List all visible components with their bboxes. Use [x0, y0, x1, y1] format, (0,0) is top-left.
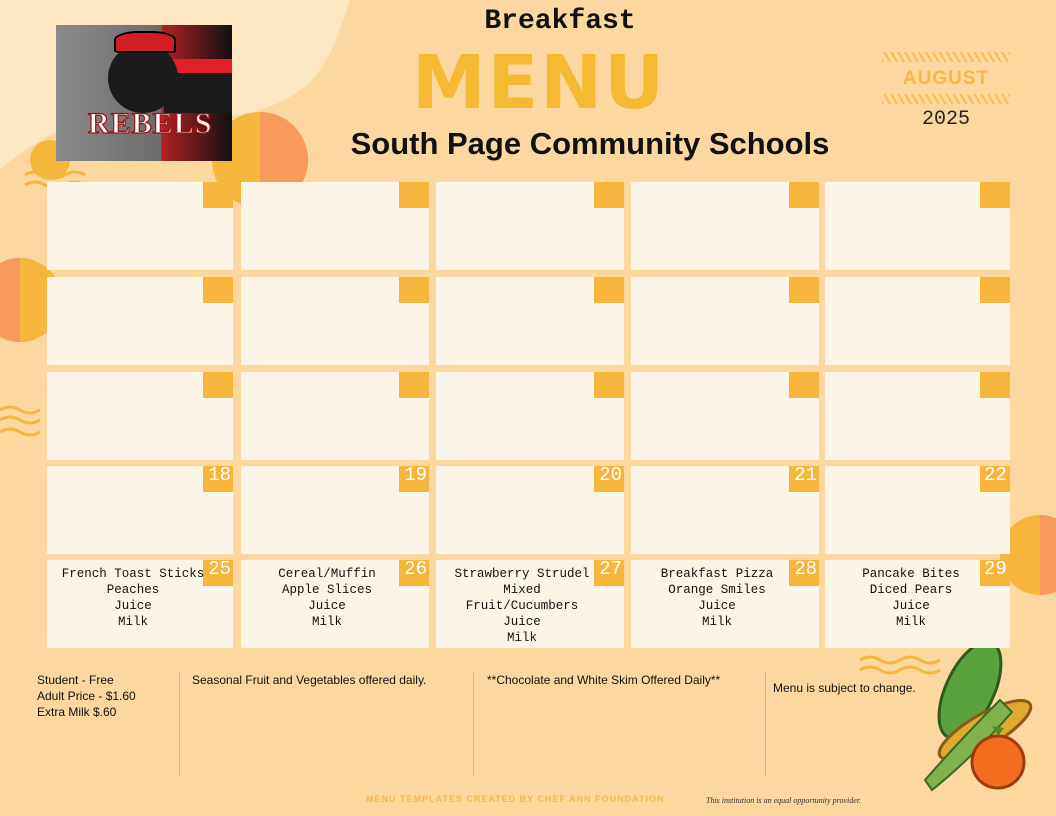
- day-tab: [203, 182, 233, 208]
- price-line: Student - Free: [37, 673, 114, 687]
- milk-note: **Chocolate and White Skim Offered Daily**: [487, 673, 721, 687]
- day-tab: [203, 372, 233, 398]
- calendar-day-cell: [631, 372, 819, 460]
- meal-item: Peaches: [106, 583, 160, 597]
- day-tab: [980, 277, 1010, 303]
- meal-items: [631, 566, 803, 630]
- equal-opportunity-statement: This institution is an equal opportunity provider.: [706, 796, 862, 805]
- meal-item: Milk: [895, 615, 926, 629]
- menu-meal-title: Breakfast: [484, 6, 636, 37]
- day-number: 26: [404, 558, 427, 580]
- calendar-day-cell: [825, 560, 1010, 648]
- footer-divider: [765, 672, 766, 776]
- meal-items: [241, 566, 413, 630]
- change-note: Menu is subject to change.: [773, 681, 916, 695]
- calendar-day-cell: [631, 182, 819, 270]
- mascot-icon: [108, 43, 178, 113]
- day-tab: [203, 277, 233, 303]
- meal-item: Juice: [892, 599, 930, 613]
- calendar-day-cell: [436, 466, 624, 554]
- meal-item: Mixed: [503, 583, 541, 597]
- calendar-day-cell: [47, 372, 233, 460]
- calendar-day-cell: [436, 182, 624, 270]
- meal-item: Milk: [311, 615, 342, 629]
- day-number: 21: [794, 464, 817, 486]
- meal-item: Orange Smiles: [668, 583, 766, 597]
- meal-item: Milk: [701, 615, 732, 629]
- day-tab: [789, 277, 819, 303]
- footer-divider: [473, 672, 474, 776]
- calendar-day-cell: [241, 182, 429, 270]
- footer-divider: [179, 672, 180, 776]
- meal-item: Breakfast Pizza: [660, 567, 774, 581]
- meal-items: [825, 566, 997, 630]
- seasonal-note: Seasonal Fruit and Vegetables offered daily.: [192, 673, 427, 687]
- meal-items: [47, 566, 219, 630]
- day-tab: [980, 182, 1010, 208]
- day-tab: [789, 372, 819, 398]
- meal-item: Cereal/Muffin: [278, 567, 376, 581]
- calendar-day-cell: [47, 560, 233, 648]
- day-number: 20: [599, 464, 622, 486]
- day-tab: [399, 182, 429, 208]
- calendar-day-cell: [436, 372, 624, 460]
- day-tab: [980, 372, 1010, 398]
- school-name: South Page Community Schools: [350, 126, 830, 161]
- meal-items: [436, 566, 608, 646]
- day-tab: [594, 182, 624, 208]
- day-number: 22: [984, 464, 1007, 486]
- meal-item: Juice: [308, 599, 346, 613]
- calendar-day-cell: [825, 372, 1010, 460]
- calendar-day-cell: [241, 466, 429, 554]
- logo-text: REBELS: [88, 107, 213, 140]
- calendar-day-cell: [47, 182, 233, 270]
- day-tab: [594, 372, 624, 398]
- meal-item: Pancake Bites: [862, 567, 960, 581]
- day-number: 18: [208, 464, 231, 486]
- calendar-day-cell: [241, 277, 429, 365]
- calendar-day-cell: [47, 277, 233, 365]
- meal-item: Fruit/Cucumbers: [465, 599, 579, 613]
- meal-item: Milk: [506, 631, 537, 645]
- year-label: 2025: [921, 108, 970, 131]
- meal-item: Milk: [117, 615, 148, 629]
- meal-item: Juice: [698, 599, 736, 613]
- calendar-day-cell: [825, 466, 1010, 554]
- calendar-day-cell: [825, 182, 1010, 270]
- day-number: 27: [599, 558, 622, 580]
- school-logo: [56, 25, 232, 161]
- day-tab: [399, 277, 429, 303]
- meal-item: Juice: [503, 615, 541, 629]
- meal-item: French Toast Sticks: [61, 567, 205, 581]
- day-tab: [399, 372, 429, 398]
- meal-item: Strawberry Strudel: [454, 567, 590, 581]
- calendar-day-cell: [436, 277, 624, 365]
- menu-title: MENU: [412, 40, 667, 126]
- day-number: 25: [208, 558, 231, 580]
- day-number: 29: [984, 558, 1007, 580]
- calendar-day-cell: [631, 466, 819, 554]
- meal-item: Diced Pears: [869, 583, 953, 597]
- meal-item: Apple Slices: [281, 583, 372, 597]
- price-note: [37, 672, 177, 720]
- day-tab: [594, 277, 624, 303]
- calendar-day-cell: [241, 560, 429, 648]
- meal-item: Juice: [114, 599, 152, 613]
- calendar-day-cell: [825, 277, 1010, 365]
- day-number: 28: [794, 558, 817, 580]
- calendar-day-cell: [631, 277, 819, 365]
- calendar-day-cell: [631, 560, 819, 648]
- vegetables-illustration: [925, 633, 1038, 790]
- calendar-day-cell: [436, 560, 624, 648]
- month-label: AUGUST: [902, 68, 990, 89]
- day-number: 19: [404, 464, 427, 486]
- template-credit: MENU TEMPLATES CREATED BY CHEF ANN FOUNDATION: [366, 794, 665, 804]
- calendar-day-cell: [47, 466, 233, 554]
- price-line: Extra Milk $.60: [37, 705, 117, 719]
- calendar-day-cell: [241, 372, 429, 460]
- month-badge: [882, 52, 1010, 131]
- day-tab: [789, 182, 819, 208]
- price-line: Adult Price - $1.60: [37, 689, 136, 703]
